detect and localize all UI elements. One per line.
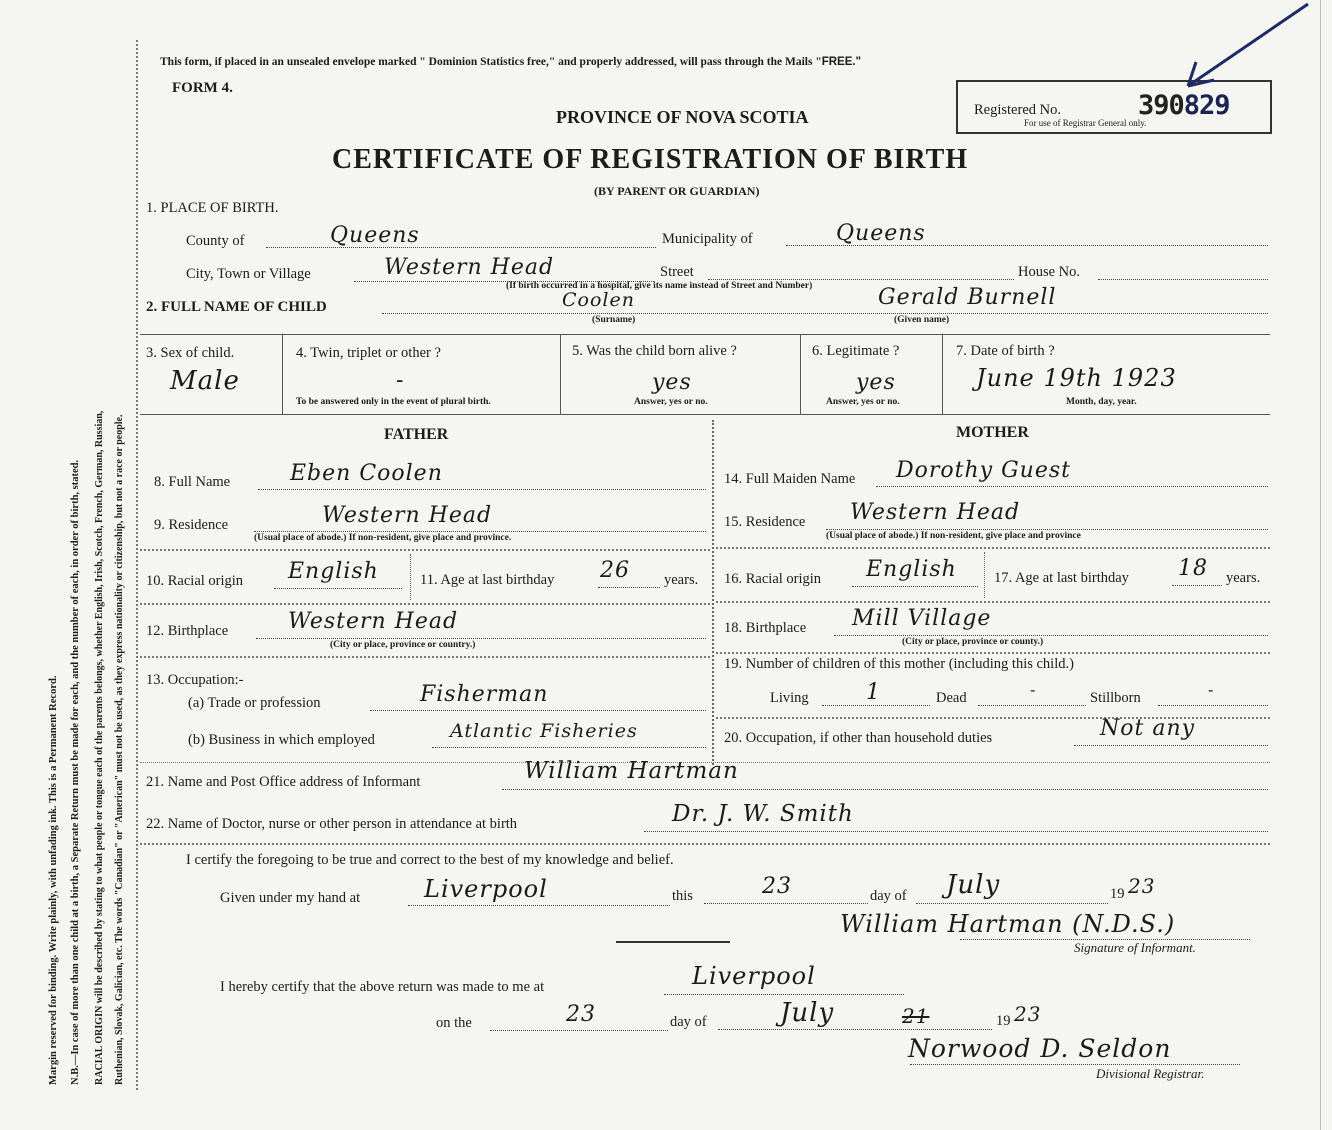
father-age-value: 26 [600, 558, 630, 583]
mother-residence-label: 15. Residence [724, 514, 806, 530]
reg-year-prefix: 19 [996, 1013, 1011, 1029]
business-value: Atlantic Fisheries [450, 720, 638, 742]
cert-year-prefix: 19 [1110, 886, 1125, 902]
mother-abode-note: (Usual place of abode.) If non-resident, give place and province [826, 531, 1081, 541]
dob-value: June 19th 1923 [976, 364, 1177, 392]
alive-label: 5. Was the child born alive ? [572, 343, 737, 359]
mother-occupation-label: 20. Occupation, if other than household duties [724, 730, 993, 746]
father-birthplace-value: Western Head [288, 609, 459, 634]
doctor-label: 22. Name of Doctor, nurse or other person in attendance at birth [146, 816, 518, 832]
municipality-label: Municipality of [662, 231, 753, 247]
doctor-value: Dr. J. W. Smith [672, 801, 854, 827]
municipality-value: Queens [836, 221, 926, 246]
mother-birthplace-label: 18. Birthplace [724, 620, 807, 636]
mother-birthplace-note: (City or place, province or county.) [902, 637, 1044, 647]
reg-day-value: 23 [566, 1002, 596, 1027]
trade-value: Fisherman [420, 682, 549, 707]
county-value: Queens [330, 223, 420, 248]
mother-racial-label: 16. Racial origin [724, 571, 822, 587]
mother-heading: MOTHER [956, 424, 1029, 441]
legitimate-value: yes [856, 370, 896, 395]
legitimate-label: 6. Legitimate ? [812, 343, 900, 359]
mother-years-label: years. [1226, 570, 1261, 586]
stillborn-label: Stillborn [1090, 690, 1141, 706]
county-label: County of [186, 233, 245, 249]
father-years-label: years. [664, 572, 699, 588]
mail-notice: This form, if placed in an unsealed envelope marked " Dominion Statistics free," and properly addressed, will pass through the Mails "FREE." [160, 56, 862, 68]
reg-year-value: 23 [1014, 1002, 1042, 1026]
dob-label: 7. Date of birth ? [956, 343, 1055, 359]
father-age-label: 11. Age at last birthday [420, 572, 555, 588]
cert-month-value: July [946, 870, 1001, 900]
registered-no-label: Registered No. [974, 102, 1061, 118]
dead-value: - [1030, 680, 1037, 699]
given-name-value: Gerald Burnell [878, 285, 1057, 310]
father-abode-note: (Usual place of abode.) If non-resident, give place and province. [254, 533, 512, 543]
informant-value: William Hartman [524, 758, 739, 784]
registrar-use-note: For use of Registrar General only. [1024, 118, 1147, 128]
mother-racial-value: English [866, 557, 957, 582]
sex-value: Male [170, 366, 240, 396]
province-title: PROVINCE OF NOVA SCOTIA [556, 107, 809, 127]
father-racial-value: English [288, 559, 379, 584]
trade-label: (a) Trade or profession [188, 695, 321, 711]
surname-value: Coolen [562, 289, 635, 311]
reg-place-value: Liverpool [692, 962, 816, 990]
certificate-title: CERTIFICATE OF REGISTRATION OF BIRTH [332, 144, 969, 175]
city-value: Western Head [384, 255, 555, 280]
given-under-hand-label: Given under my hand at [220, 890, 361, 906]
business-label: (b) Business in which employed [188, 732, 375, 748]
cert-day-value: 23 [762, 874, 792, 899]
alive-value: yes [652, 370, 692, 395]
sex-label: 3. Sex of child. [146, 345, 235, 361]
mother-residence-value: Western Head [850, 500, 1021, 525]
plural-value: - [396, 368, 405, 393]
father-name-value: Eben Coolen [290, 461, 443, 486]
father-birthplace-note: (City or place, province or country.) [330, 640, 476, 650]
father-residence-label: 9. Residence [154, 517, 229, 533]
father-heading: FATHER [384, 426, 449, 443]
legitimate-note: Answer, yes or no. [826, 397, 900, 407]
cert-this-label: this [672, 888, 693, 904]
informant-signature-caption: Signature of Informant. [1074, 940, 1196, 955]
father-residence-value: Western Head [322, 503, 493, 528]
registrar-signature: Norwood D. Seldon [908, 1034, 1172, 1063]
informant-label: 21. Name and Post Office address of Informant [146, 774, 421, 790]
given-name-caption: (Given name) [894, 315, 950, 325]
plural-note: To be answered only in the event of plural birth. [296, 397, 491, 407]
cert-place-value: Liverpool [424, 875, 548, 903]
reg-on-the-label: on the [436, 1015, 472, 1031]
father-name-label: 8. Full Name [154, 474, 231, 490]
racial-note-2: Ruthenian, Slovak, Galician, etc. The words "Canadian" or "American" must not be used, as they express nationality or citizenship, but not a race or people. [114, 414, 125, 1085]
father-birthplace-label: 12. Birthplace [146, 623, 229, 639]
house-label: House No. [1018, 264, 1081, 280]
reg-struck-value: 21 [902, 1004, 930, 1028]
place-of-birth-heading: 1. PLACE OF BIRTH. [146, 200, 279, 216]
margin-note: Margin reserved for binding. Write plainly, with unfading ink. This is a Permanent Record. [48, 675, 59, 1085]
cert-day-of-label: day of [870, 888, 907, 904]
certify-statement: I certify the foregoing to be true and correct to the best of my knowledge and belief. [186, 852, 674, 868]
dob-note: Month, day, year. [1066, 397, 1137, 407]
mother-name-value: Dorothy Guest [896, 458, 1071, 483]
reg-day-of-label: day of [670, 1014, 707, 1030]
registration-number: 390829 [1138, 90, 1230, 121]
occupation-label: 13. Occupation:- [146, 672, 244, 688]
nb-note: N.B.—In case of more than one child at a birth, a Separate Return must be made for each, and the number of each, in order of birth, stated. [70, 459, 81, 1085]
surname-caption: (Surname) [592, 315, 636, 325]
arrow-mark [1180, 0, 1310, 92]
children-count-label: 19. Number of children of this mother (including this child.) [724, 656, 1074, 672]
cert-year-value: 23 [1128, 874, 1156, 898]
mother-age-value: 18 [1178, 556, 1208, 581]
margin-rule [136, 40, 138, 1090]
hospital-note: (If birth occurred in a hospital, give its name instead of Street and Number) [506, 281, 813, 291]
child-name-label: 2. FULL NAME OF CHILD [146, 299, 327, 315]
father-racial-label: 10. Racial origin [146, 573, 244, 589]
mother-age-label: 17. Age at last birthday [994, 570, 1129, 586]
mother-birthplace-value: Mill Village [852, 606, 992, 631]
city-label: City, Town or Village [186, 266, 311, 282]
racial-note-1: RACIAL ORIGIN will be described by stating to what people or tongue each of the parents belongs, whether English, Irish, Scotch, French, German, Russian, [94, 410, 105, 1085]
stillborn-value: - [1208, 680, 1215, 699]
mother-occupation-value: Not any [1100, 716, 1196, 741]
alive-note: Answer, yes or no. [634, 397, 708, 407]
hereby-certify-label: I hereby certify that the above return was made to me at [220, 979, 545, 995]
informant-signature: William Hartman (N.D.S.) [840, 910, 1176, 938]
mother-name-label: 14. Full Maiden Name [724, 471, 856, 487]
street-label: Street [660, 264, 694, 280]
reg-month-value: July [780, 998, 835, 1028]
living-value: 1 [866, 680, 881, 705]
dead-label: Dead [936, 690, 967, 706]
form-number: FORM 4. [172, 80, 233, 96]
certificate-subtitle: (BY PARENT OR GUARDIAN) [594, 184, 760, 198]
divisional-registrar-caption: Divisional Registrar. [1096, 1066, 1205, 1081]
plural-label: 4. Twin, triplet or other ? [296, 345, 441, 361]
living-label: Living [770, 690, 809, 706]
